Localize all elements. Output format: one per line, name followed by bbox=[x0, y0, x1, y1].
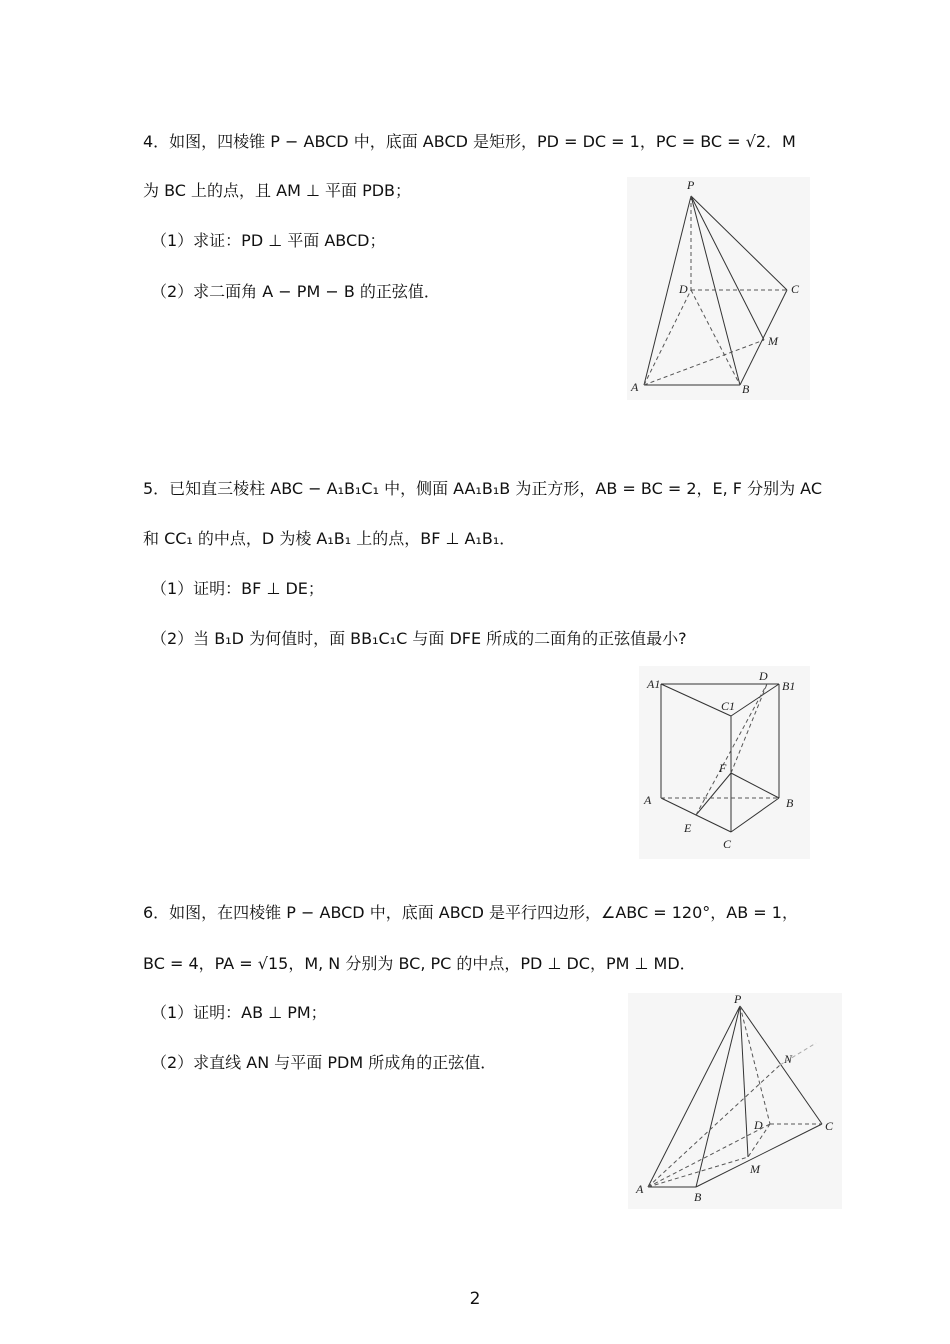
label-B: B bbox=[786, 796, 794, 810]
problem-6-line-2: BC = 4，PA = √15，M, N 分别为 BC, PC 的中点，PD ⊥ DC，PM ⊥ MD． bbox=[143, 954, 696, 973]
label-D: D bbox=[679, 282, 688, 296]
label-A: A bbox=[644, 793, 652, 807]
label-B: B bbox=[694, 1190, 702, 1204]
problem-4-part-1: （1）求证：PD ⊥ 平面 ABCD； bbox=[151, 231, 386, 250]
edge-FB bbox=[731, 773, 779, 798]
prism-diagram-5 bbox=[639, 666, 810, 859]
label-D: D bbox=[759, 669, 768, 683]
problem-4-line-1: 4．如图，四棱锥 P − ABCD 中，底面 ABCD 是矩形，PD = DC = 1，PC = BC = √2．M bbox=[143, 132, 796, 151]
problem-6-line-1: 6．如图，在四棱锥 P − ABCD 中，底面 ABCD 是平行四边形，∠ABC = 120°，AB = 1， bbox=[143, 903, 798, 922]
edge-FE bbox=[696, 773, 731, 815]
problem-5-line-2: 和 CC₁ 的中点，D 为棱 A₁B₁ 上的点，BF ⊥ A₁B₁． bbox=[143, 529, 516, 548]
edge-DB bbox=[691, 290, 740, 385]
edge-BC bbox=[696, 1124, 822, 1187]
edge-FD bbox=[731, 684, 767, 773]
label-A1: A1 bbox=[647, 677, 661, 691]
label-A: A bbox=[631, 380, 639, 394]
problem-6-figure bbox=[628, 993, 842, 1209]
edge-C1B1 bbox=[731, 684, 779, 716]
problem-5-part-2: （2）当 B₁D 为何值时，面 BB₁C₁C 与面 DFE 所成的二面角的正弦值最小? bbox=[151, 629, 687, 648]
problem-5-part-1: （1）证明：BF ⊥ DE； bbox=[151, 579, 324, 598]
label-C: C bbox=[723, 837, 732, 851]
problem-6-part-2: （2）求直线 AN 与平面 PDM 所成角的正弦值． bbox=[151, 1053, 497, 1072]
edge-PC bbox=[691, 196, 787, 290]
label-D: D bbox=[754, 1118, 763, 1132]
problem-4-line-2: 为 BC 上的点，且 AM ⊥ 平面 PDB； bbox=[143, 181, 412, 200]
label-C: C bbox=[791, 282, 800, 296]
label-M: M bbox=[768, 334, 778, 348]
label-A: A bbox=[636, 1182, 644, 1196]
pyramid-diagram-6 bbox=[628, 993, 842, 1209]
edge-PC bbox=[740, 1006, 822, 1124]
problem-4-part-2: （2）求二面角 A − PM − B 的正弦值． bbox=[151, 282, 440, 301]
edge-PB bbox=[696, 1006, 740, 1187]
edge-PM bbox=[691, 196, 764, 340]
label-F: F bbox=[719, 761, 727, 775]
problem-5-line-1: 5．已知直三棱柱 ABC − A₁B₁C₁ 中，侧面 AA₁B₁B 为正方形，AB = BC = 2，E, F 分别为 AC bbox=[143, 479, 822, 498]
edge-PD bbox=[740, 1006, 770, 1124]
edge-CB bbox=[731, 798, 779, 832]
label-C1: C1 bbox=[721, 699, 736, 713]
problem-5-figure bbox=[639, 666, 810, 859]
label-M: M bbox=[750, 1162, 760, 1176]
problem-4-figure bbox=[627, 177, 810, 400]
edge-PA bbox=[648, 1006, 740, 1187]
label-B1: B1 bbox=[782, 679, 796, 693]
page-number: 2 bbox=[469, 1289, 481, 1309]
pyramid-diagram-4 bbox=[627, 177, 810, 400]
label-C: C bbox=[825, 1119, 834, 1133]
label-N: N bbox=[784, 1052, 793, 1066]
edge-AD bbox=[644, 290, 691, 385]
label-E: E bbox=[684, 821, 692, 835]
problem-6-part-1: （1）证明：AB ⊥ PM； bbox=[151, 1003, 327, 1022]
edge-AM bbox=[644, 340, 764, 385]
label-B: B bbox=[742, 382, 750, 396]
label-P: P bbox=[734, 993, 742, 1006]
edge-BC bbox=[740, 290, 787, 385]
label-P: P bbox=[687, 178, 695, 192]
edge-PM bbox=[740, 1006, 748, 1157]
